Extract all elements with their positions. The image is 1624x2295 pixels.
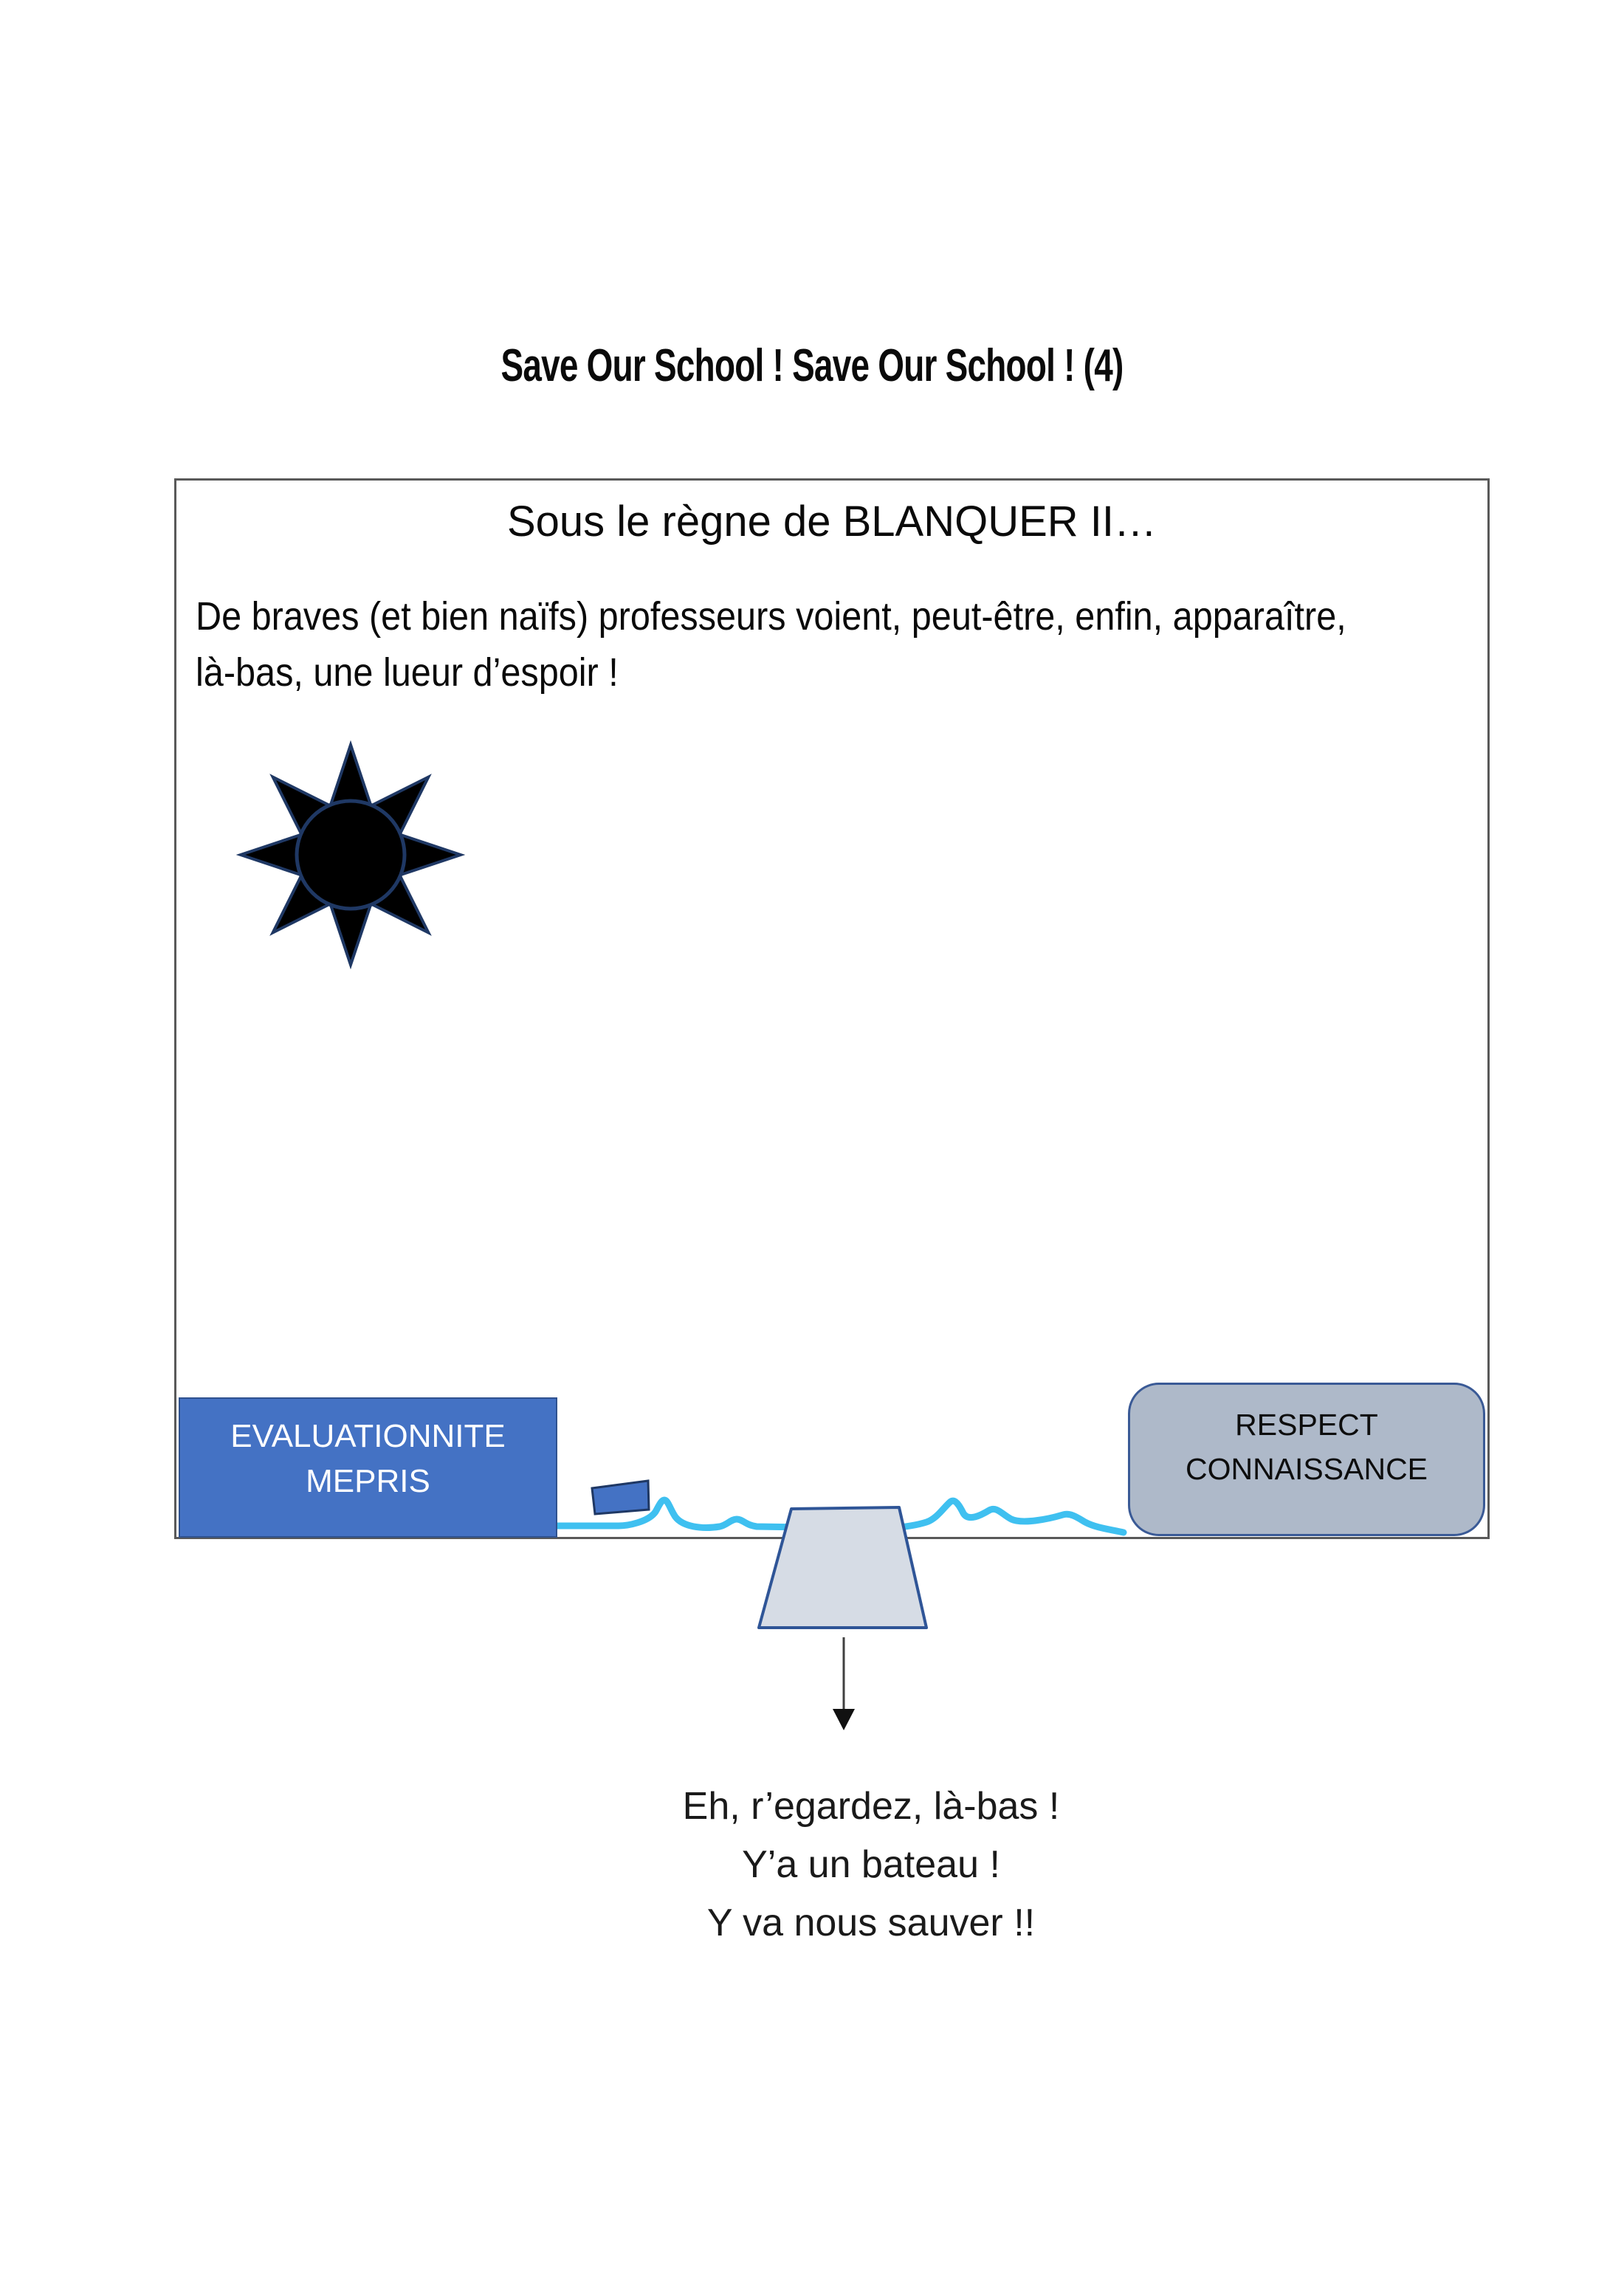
caption-line-2: Y’a un bateau ! xyxy=(742,1843,1000,1886)
panel-heading: Sous le règne de BLANQUER II… xyxy=(506,498,1157,546)
funnel-trapezoid-icon xyxy=(746,1499,937,1635)
boat-icon xyxy=(583,1473,661,1524)
caption-block xyxy=(576,1778,1166,1952)
paragraph-line-1: De braves (et bien naïfs) professeurs voient, peut-être, enfin, apparaître, xyxy=(196,594,1346,639)
right-label-line-2: CONNAISSANCE xyxy=(1185,1452,1428,1486)
panel-paragraph xyxy=(196,588,1498,701)
left-label-line-1: EVALUATIONNITE xyxy=(230,1418,506,1454)
down-arrow-icon xyxy=(823,1631,867,1735)
right-label-line-1: RESPECT xyxy=(1235,1408,1378,1442)
caption-line-1: Eh, r’egardez, là-bas ! xyxy=(682,1785,1060,1828)
label-evaluationnite-mepris xyxy=(179,1397,557,1538)
left-label-line-2: MEPRIS xyxy=(306,1463,430,1499)
label-respect-connaissance xyxy=(1128,1383,1485,1536)
page-title: Save Our School ! Save Our School ! (4) xyxy=(500,340,1124,391)
paragraph-line-2: là-bas, une lueur d’espoir ! xyxy=(196,650,619,695)
cartoon-panel xyxy=(174,478,1490,1539)
caption-line-3: Y va nous sauver !! xyxy=(706,1902,1036,1944)
sun-icon xyxy=(236,740,465,969)
